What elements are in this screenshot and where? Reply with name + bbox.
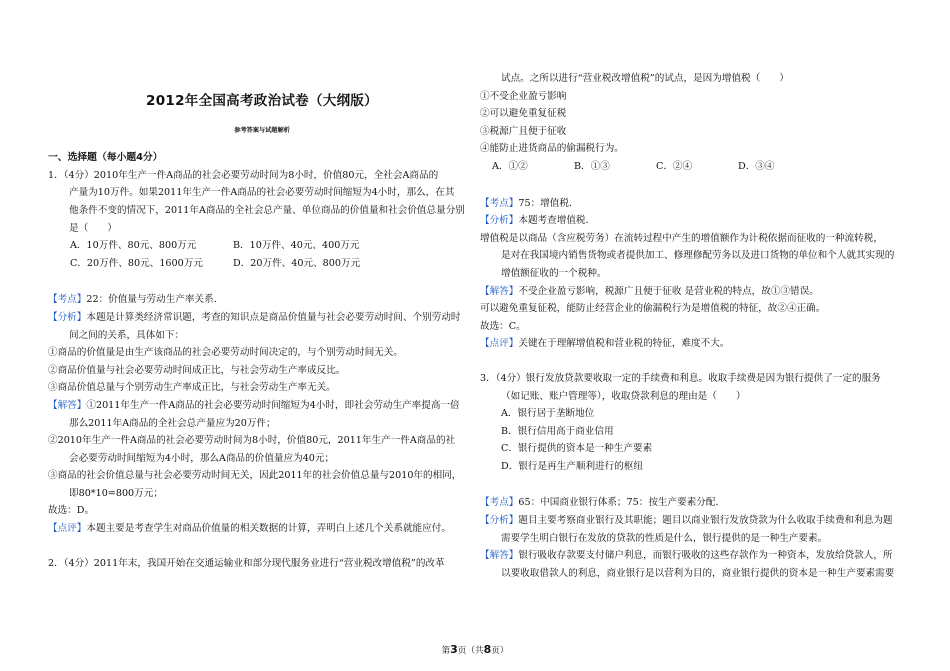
q1-stem-line: 是（ ） <box>69 222 117 234</box>
section-heading: 一、选择题（每小题4分） <box>48 152 163 164</box>
q1-jieda-line: 会必要劳动时间缩短为4小时，那么A商品的价值量应为40元； <box>69 452 335 464</box>
right-column <box>480 0 920 582</box>
q3-option-d: D．银行是再生产顺利进行的枢纽 <box>501 460 644 472</box>
q3-kaodian: 【考点】65：中国商业银行体系；75：按生产要素分配． <box>480 497 726 509</box>
q2-stem-line: 试点。之所以进行“营业税改增值税”的试点，是因为增值税（ ） <box>501 73 790 84</box>
q3-fenxi-line: 需要学生明白银行在发放的贷款的性质是什么，银行提供的是一种生产要素。 <box>501 532 828 544</box>
q3-jieda-line: 以要收取借款人的利息，商业银行是以营利为目的，商业银行提供的资本是一种生产要素需要 <box>501 567 895 579</box>
q1-options-row <box>48 255 476 273</box>
q3-stem-line: （如记账、账户管理等），收取贷款利息的理由是（ ） <box>501 390 746 402</box>
jieda-tag: 【解答】 <box>48 399 87 411</box>
q2-stem-line: 2．（4分）2011年末，我国开始在交通运输业和部分现代服务业进行“营业税改增值税”的改革 <box>48 557 445 569</box>
q3-stem-line: 3．（4分）银行发放贷款要收取一定的手续费和利息。收取手续费是因为银行提供了一定的服务 <box>480 372 881 384</box>
kaodian-tag: 【考点】 <box>480 197 519 209</box>
jieda-tag: 【解答】 <box>480 550 519 562</box>
fenxi-tag: 【分析】 <box>48 311 87 323</box>
q2-option-b: B．①③ <box>574 160 610 172</box>
q1-option-a: A．10万件、80元、800万元 <box>70 240 197 252</box>
q2-kaodian: 【考点】75：增值税． <box>480 197 579 209</box>
q3-option-a: A．银行居于垄断地位 <box>501 408 595 420</box>
q2-fenxi: 【分析】本题考查增值税． <box>480 215 596 227</box>
q2-jieda-line: 可以避免重复征税，能防止经营企业的偷漏税行为是增值税的特征，故②④正确。 <box>480 303 826 315</box>
jieda-tag: 【解答】 <box>480 285 519 297</box>
q1-jieda: 【解答】①2011年生产一件A商品的社会必要劳动时间缩短为4小时，即社会劳动生产率提高一倍 <box>48 399 460 411</box>
q3-fenxi: 【分析】题目主要考察商业银行及其职能；题目以商业银行发放贷款为什么收取手续费和利息为题 <box>480 515 893 527</box>
q1-jieda-line: 那么2011年A商品的全社会总产量应为20万件； <box>69 417 276 429</box>
q1-fenxi: 【分析】本题是计算类经济常识题，考查的知识点是商品价值量与社会必要劳动时间、个别劳动时 <box>48 311 461 323</box>
q1-option-d: D．20万件、40元、800万元 <box>233 257 361 269</box>
q1-fenxi-line: ③商品价值总量与个别劳动生产率成正比，与社会劳动生产率无关。 <box>48 382 336 394</box>
q1-stem-line: 1．（4分）2010年生产一件A商品的社会必要劳动时间为8小时，价值80元，全社会A商品的 <box>48 169 439 181</box>
fenxi-tag: 【分析】 <box>480 215 519 227</box>
q2-item: ③税源广且便于征收 <box>480 125 567 137</box>
q2-dianping: 【点评】关键在于理解增值税和营业税的特征，难度不大。 <box>480 338 730 350</box>
kaodian-tag: 【考点】 <box>480 497 519 509</box>
q1-kaodian: 【考点】22：价值量与劳动生产率关系． <box>48 294 224 306</box>
q1-fenxi-line: ②商品价值量与社会必要劳动时间成正比，与社会劳动生产率成反比。 <box>48 364 346 376</box>
left-column <box>48 0 476 572</box>
page-title: 2012年全国高考政治试卷（大纲版） <box>146 93 378 109</box>
q1-jieda-line: ②2010年生产一件A商品的社会必要劳动时间为8小时，价值80元，2011年生产一件A商品的社 <box>48 435 456 447</box>
dianping-tag: 【点评】 <box>48 523 87 535</box>
page-number: 3 <box>450 643 458 656</box>
q1-answer: 故选：D。 <box>48 505 95 517</box>
q1-option-c: C．20万件、80元、1600万元 <box>70 257 203 269</box>
q2-options-row <box>480 158 920 176</box>
q2-option-a: A．①② <box>492 160 528 172</box>
q2-answer: 故选：C。 <box>480 320 526 332</box>
q1-fenxi-line: ①商品的价值量是由生产该商品的社会必要劳动时间决定的，与个别劳动时间无关。 <box>48 347 403 359</box>
q1-option-b: B．10万件、40元、400万元 <box>233 240 360 252</box>
page-footer: 第3页（共8页） <box>441 643 509 656</box>
q2-item: ②可以避免重复征税 <box>480 108 567 120</box>
q2-item: ①不受企业盈亏影响 <box>480 90 567 102</box>
q1-stem-line: 他条件不变的情况下，2011年A商品的全社会总产量、单位商品的价值量和社会价值总量分别 <box>69 204 465 216</box>
q3-option-c: C．银行提供的资本是一种生产要素 <box>501 443 653 455</box>
q1-jieda-line: 即80*10=800万元； <box>69 487 163 499</box>
q1-jieda-line: ③商品的社会价值总量与社会必要劳动时间无关，因此2011年的社会价值总量与2010年的相同， <box>48 470 462 482</box>
dianping-tag: 【点评】 <box>480 338 519 350</box>
q2-item: ④能防止进货商品的偷漏税行为。 <box>480 143 624 155</box>
kaodian-tag: 【考点】 <box>48 294 87 306</box>
q2-fenxi-line: 增值额征收的一个税种。 <box>501 267 607 279</box>
q2-fenxi-line: 增值税是以商品（含应税劳务）在流转过程中产生的增值额作为计税依据而征收的一种流转税， <box>480 232 883 244</box>
q1-stem-line: 产量为10万件。如果2011年生产一件A商品的社会必要劳动时间缩短为4小时，那么，在其 <box>69 187 455 199</box>
q1-fenxi-line: 间之间的关系，具体如下： <box>69 329 185 341</box>
q2-option-d: D．③④ <box>738 160 775 172</box>
fenxi-tag: 【分析】 <box>480 515 519 527</box>
page-subtitle: 参考答案与试题解析 <box>234 126 290 134</box>
q3-option-b: B．银行信用高于商业信用 <box>501 425 614 437</box>
q3-jieda: 【解答】银行吸收存款要支付储户利息，而银行吸收的这些存款作为一种资本，发放给贷款人，所 <box>480 550 893 562</box>
q2-jieda: 【解答】不受企业盈亏影响，税源广且便于征收 是营业税的特点，故①③错误。 <box>480 285 819 297</box>
page-total: 8 <box>483 643 492 656</box>
q1-options-row <box>48 237 476 255</box>
q1-dianping: 【点评】本题主要是考查学生对商品价值量的相关数据的计算，弄明白上述几个关系就能应付。 <box>48 523 451 535</box>
q2-fenxi-line: 是对在我国境内销售货物或者提供加工、修理修配劳务以及进口货物的单位和个人就其实现的 <box>501 250 895 262</box>
q2-option-c: C．②④ <box>656 160 693 172</box>
